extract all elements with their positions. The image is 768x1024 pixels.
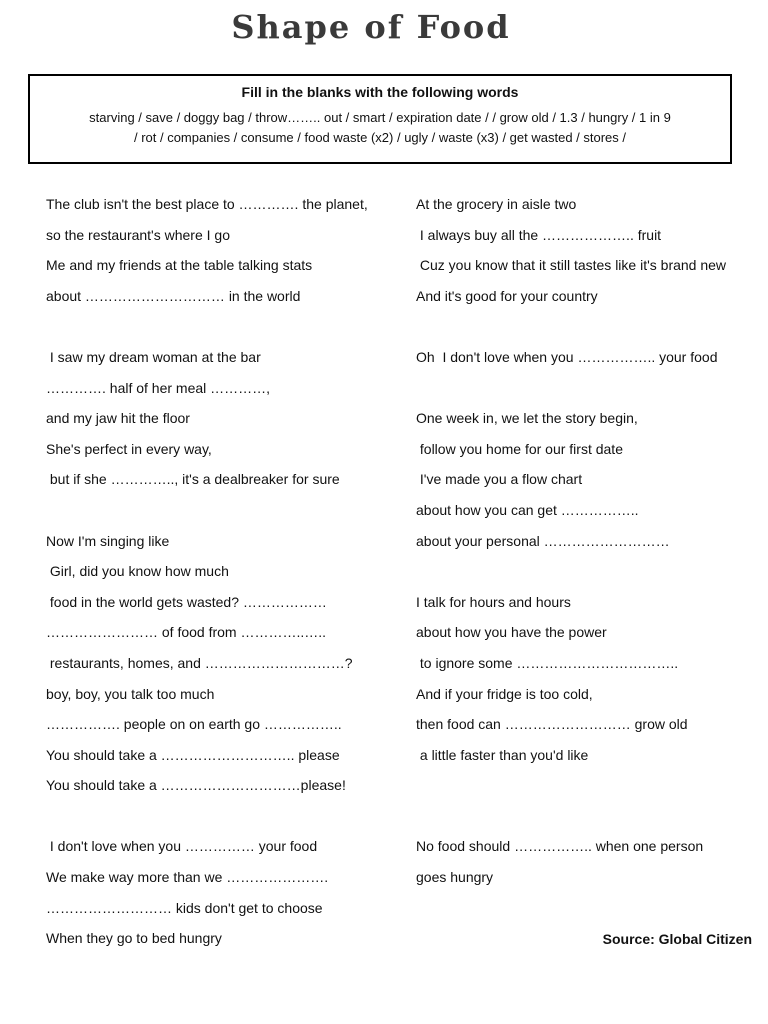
lyric-line (416, 378, 756, 409)
lyric-line (46, 500, 406, 531)
lyric-line: When they go to bed hungry (46, 930, 222, 947)
lyric-line: about your personal ……………………… (416, 532, 670, 549)
lyric-line: ……………. people on on earth go …………….. (46, 716, 342, 733)
lyric-line: We make way more than we …………………. (46, 869, 329, 886)
lyrics-left-column (46, 194, 406, 959)
lyric-line: Oh I don't love when you …………….. your food (416, 348, 718, 365)
lyric-line: The club isn't the best place to …………. the planet, (46, 196, 368, 212)
lyric-line: I've made you a flow chart (416, 471, 583, 488)
lyric-line: I don't love when you …………… your food (46, 838, 318, 855)
lyric-line (416, 806, 756, 837)
lyric-line: restaurants, homes, and …………………………? (46, 654, 353, 671)
word-bank-heading: Fill in the blanks with the following words (241, 84, 519, 100)
lyric-line: You should take a ……………………….. please (46, 746, 340, 763)
lyric-line: At the grocery in aisle two (416, 196, 577, 212)
lyric-line: about how you can get …………….. (416, 501, 639, 518)
source-credit: Source: Global Citizen (602, 931, 752, 947)
word-bank-line-1: starving / save / doggy bag / throw…….. out / smart / expiration date / / grow old / 1.3 / hungry / 1 in 9 (89, 110, 671, 125)
lyric-line: Girl, did you know how much (46, 563, 229, 580)
lyric-line (416, 775, 756, 806)
lyric-line: She's perfect in every way, (46, 440, 212, 457)
lyric-line: I always buy all the ……………….. fruit (416, 226, 662, 243)
lyrics-right-column (416, 194, 756, 898)
lyric-line: follow you home for our first date (416, 440, 623, 457)
lyric-line: and my jaw hit the floor (46, 410, 190, 427)
lyric-line: a little faster than you'd like (416, 746, 589, 763)
word-bank-box (28, 74, 732, 164)
lyric-line (416, 316, 756, 347)
lyric-line: You should take a …………………………please! (46, 777, 346, 794)
lyric-line: And it's good for your country (416, 287, 598, 304)
lyric-line: goes hungry (416, 869, 494, 886)
lyric-line: Cuz you know that it still tastes like it's brand new (416, 257, 727, 274)
lyric-line (46, 806, 406, 837)
word-bank-line-2: / rot / companies / consume / food waste (x2) / ugly / waste (x3) / get wasted / stores / (133, 130, 627, 145)
lyric-line: And if your fridge is too cold, (416, 685, 593, 702)
lyric-line: to ignore some …………………………….. (416, 654, 679, 671)
lyric-line: …………. half of her meal …………, (46, 379, 271, 396)
lyric-line (46, 316, 406, 347)
lyric-line: so the restaurant's where I go (46, 226, 230, 243)
lyric-line: but if she ………….., it's a dealbreaker for sure (46, 471, 340, 488)
lyric-line: I talk for hours and hours (416, 593, 571, 610)
lyric-line: food in the world gets wasted? ……………… (46, 593, 327, 610)
lyric-line: Now I'm singing like (46, 532, 170, 549)
lyric-line: ……………………… kids don't get to choose (46, 899, 323, 916)
lyric-line: …………………… of food from …………..….. (46, 624, 327, 641)
lyric-line: Me and my friends at the table talking stats (46, 257, 313, 274)
lyric-line: No food should …………….. when one person (416, 838, 704, 855)
lyric-line: boy, boy, you talk too much (46, 685, 215, 702)
page-title: Shape of Food (231, 8, 511, 46)
lyric-line: about ………………………… in the world (46, 287, 301, 304)
lyric-line: then food can ……………………… grow old (416, 716, 688, 733)
lyric-line: about how you have the power (416, 624, 607, 641)
lyric-line: I saw my dream woman at the bar (46, 348, 261, 365)
lyric-line: One week in, we let the story begin, (416, 410, 638, 427)
lyric-line (416, 561, 756, 592)
